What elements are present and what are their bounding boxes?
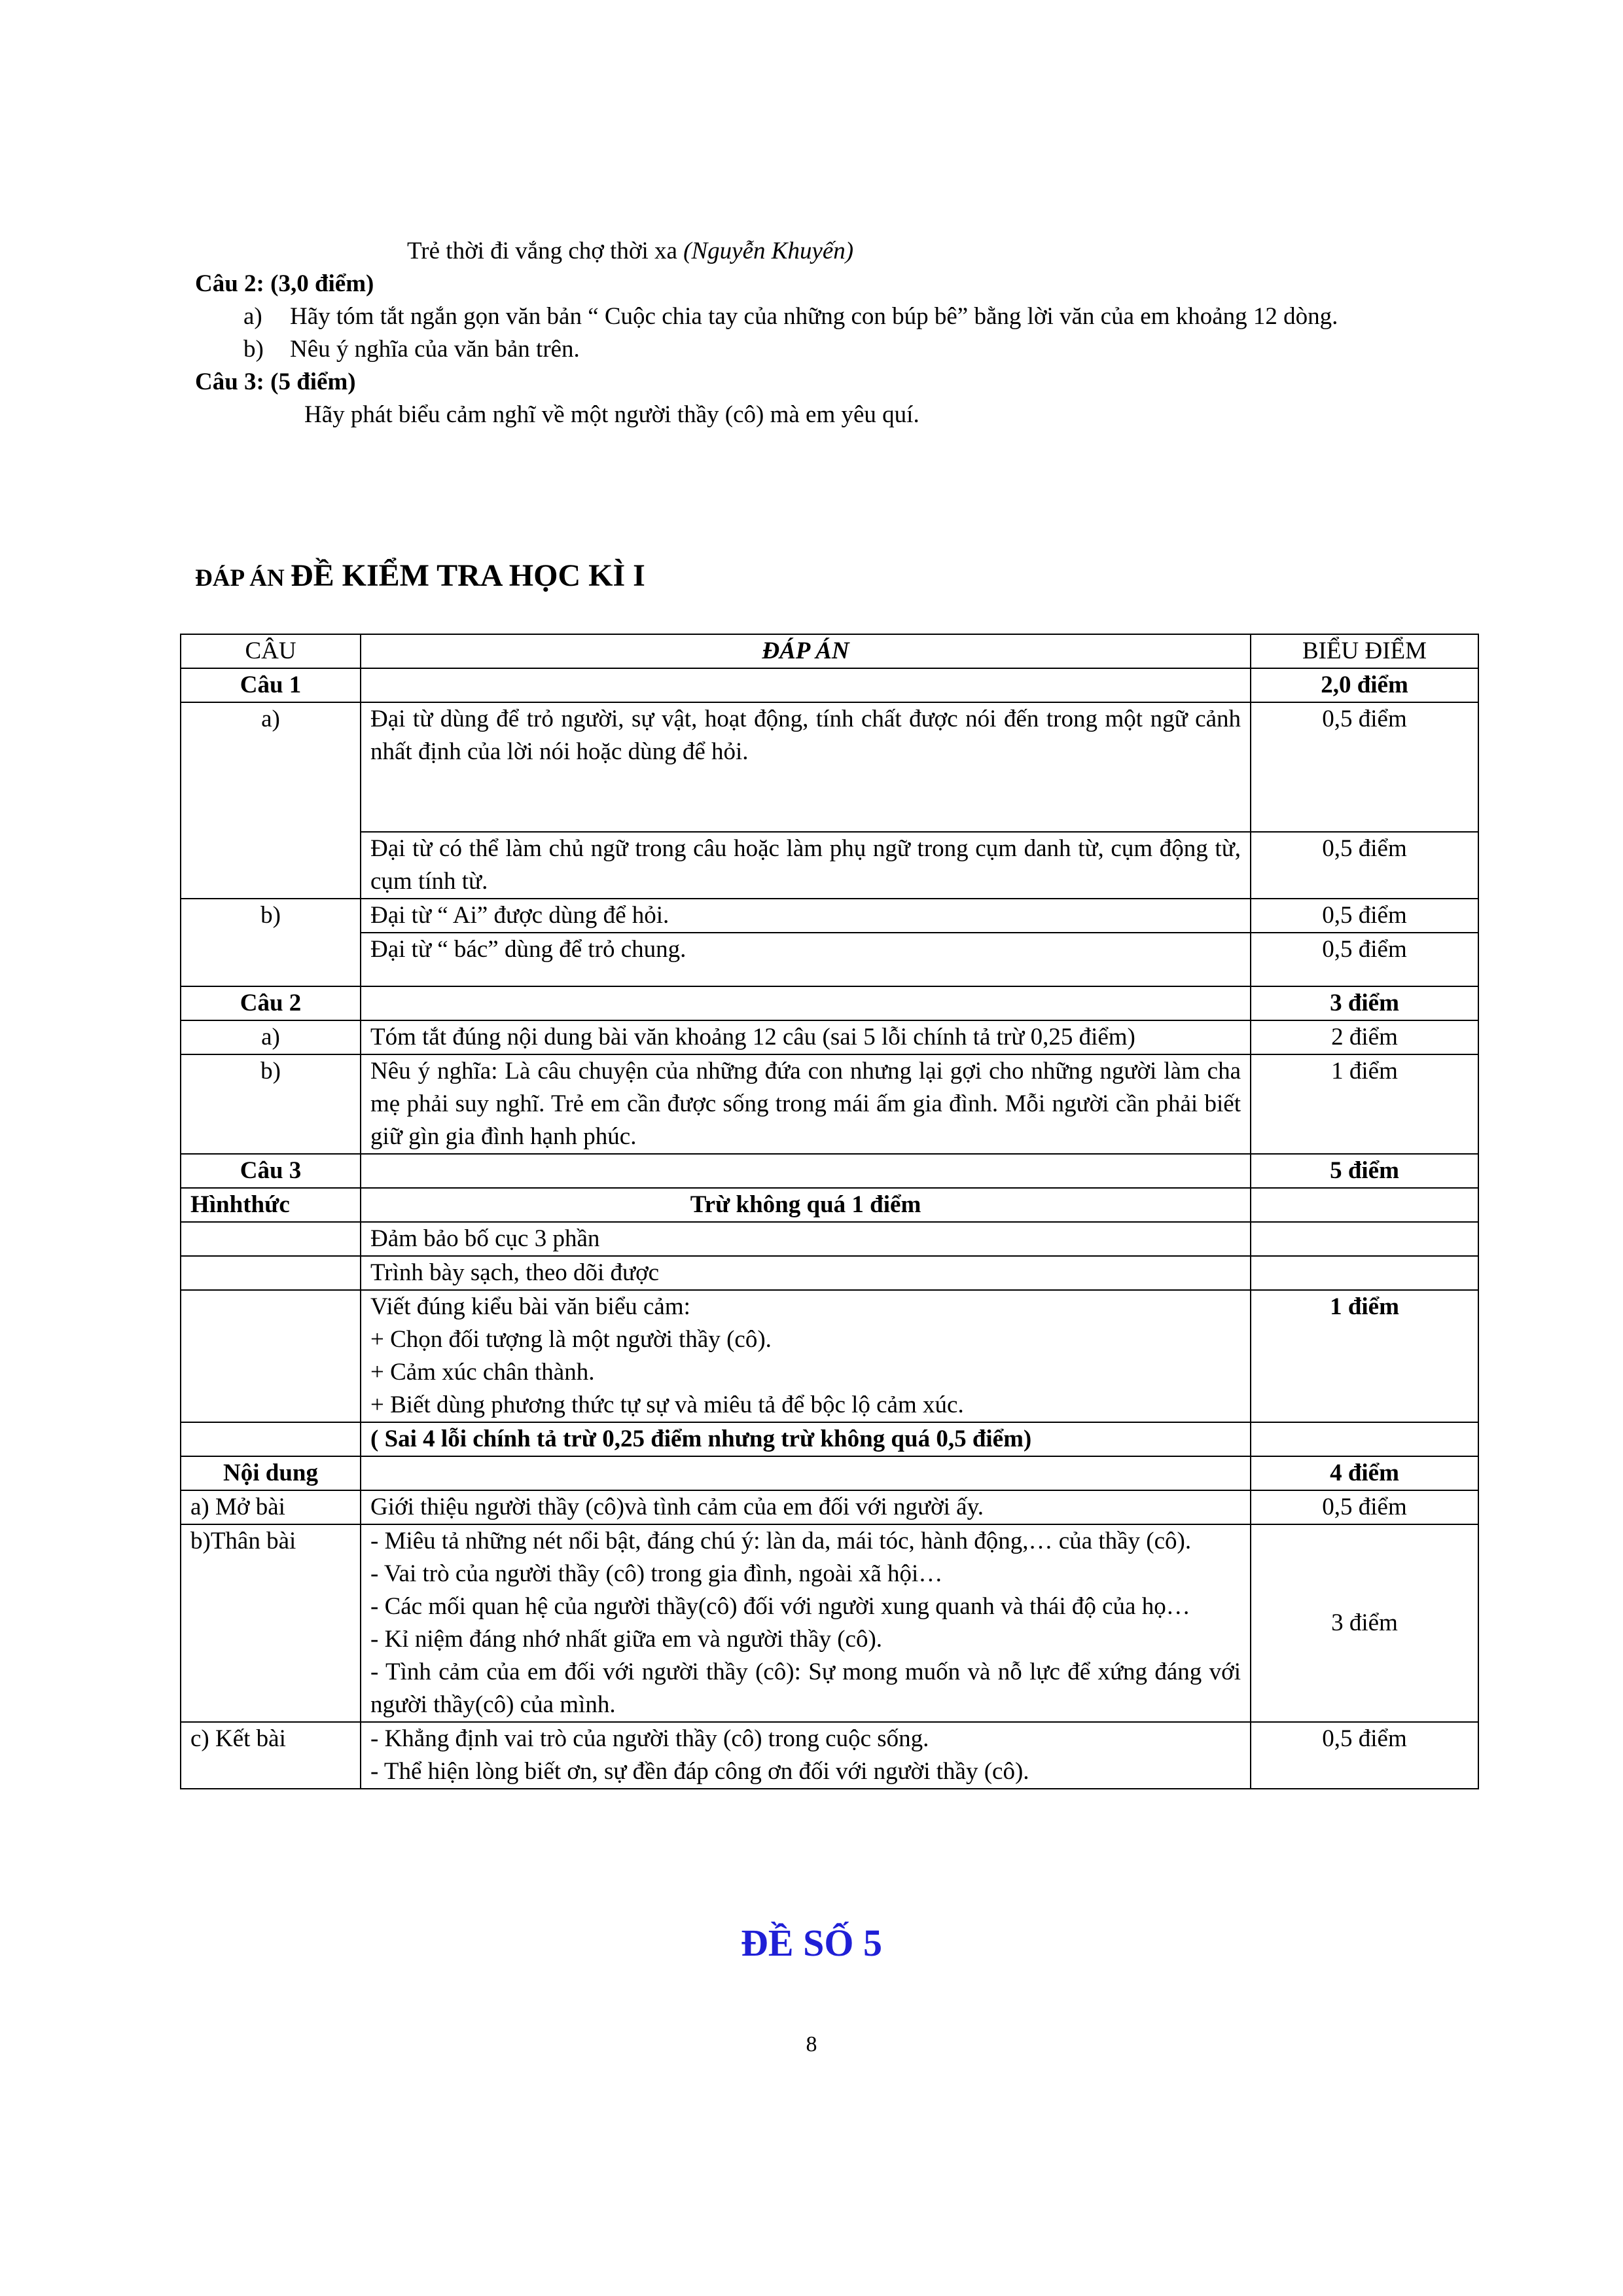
body-score: 3 điểm bbox=[1251, 1524, 1478, 1722]
spelling-note: ( Sai 4 lỗi chính tả trừ 0,25 điểm nhưng trừ không quá 0,5 điểm) bbox=[361, 1422, 1251, 1456]
table-header-row bbox=[181, 634, 1478, 668]
conclusion-items bbox=[361, 1722, 1251, 1789]
q1-b-label: b) bbox=[181, 899, 361, 986]
conclusion-score: 0,5 điểm bbox=[1251, 1722, 1478, 1789]
q1-a2-text: Đại từ có thể làm chủ ngữ trong câu hoặc làm phụ ngữ trong cụm danh từ, cụm động từ, cụm tính từ. bbox=[361, 832, 1251, 899]
body-label: b)Thân bài bbox=[181, 1524, 361, 1722]
empty-cell bbox=[181, 1222, 361, 1256]
poem-text: Trẻ thời đi vắng chợ thời xa bbox=[407, 238, 677, 264]
table-row bbox=[181, 1290, 1478, 1422]
q1-score: 2,0 điểm bbox=[1251, 668, 1478, 702]
body-item: - Miêu tả những nét nổi bật, đáng chú ý: làn da, mái tóc, hành động,… của thầy (cô). bbox=[370, 1528, 1192, 1554]
q1-a1-text: Đại từ dùng để trỏ người, sự vật, hoạt động, tính chất được nói đến trong một ngữ cảnh nhất định của lời nói hoặc dùng để hỏi. bbox=[361, 702, 1251, 832]
table-row bbox=[181, 1054, 1478, 1154]
form-text: Trừ không quá 1 điểm bbox=[361, 1188, 1251, 1222]
conclusion-item: - Khẳng định vai trò của người thầy (cô) trong cuộc sống. bbox=[370, 1725, 929, 1752]
question-3-text: Hãy phát biểu cảm nghĩ về một người thầy (cô) mà em yêu quí. bbox=[304, 401, 919, 428]
q1-label: Câu 1 bbox=[181, 668, 361, 702]
answer-title-small: ĐÁP ÁN bbox=[195, 565, 285, 592]
table-row bbox=[181, 1020, 1478, 1054]
poem-author: (Nguyễn Khuyến) bbox=[683, 238, 854, 264]
header-score: BIỂU ĐIỂM bbox=[1251, 634, 1478, 668]
intro-score: 0,5 điểm bbox=[1251, 1490, 1478, 1524]
q1-a-label: a) bbox=[181, 702, 361, 899]
q2-empty bbox=[361, 986, 1251, 1020]
content-label: Nội dung bbox=[181, 1456, 361, 1490]
question-2b-text: Nêu ý nghĩa của văn bản trên. bbox=[290, 336, 580, 363]
table-row bbox=[181, 702, 1478, 832]
header-answer: ĐÁP ÁN bbox=[361, 634, 1251, 668]
content-score: 4 điểm bbox=[1251, 1456, 1478, 1490]
q1-b1-text: Đại từ “ Ai” được dùng để hỏi. bbox=[361, 899, 1251, 933]
body-item: - Vai trò của người thầy (cô) trong gia đình, ngoài xã hội… bbox=[370, 1560, 943, 1587]
question-2a-marker: a) bbox=[243, 303, 262, 330]
conclusion-label: c) Kết bài bbox=[181, 1722, 361, 1789]
table-row bbox=[181, 1490, 1478, 1524]
table-row bbox=[181, 832, 1478, 899]
form-item-2: Trình bày sạch, theo dõi được bbox=[361, 1256, 1251, 1290]
q2-a-label: a) bbox=[181, 1020, 361, 1054]
table-row bbox=[181, 1256, 1478, 1290]
empty-cell bbox=[181, 1290, 361, 1422]
intro-label: a) Mở bài bbox=[181, 1490, 361, 1524]
form-item-3-line: + Cảm xúc chân thành. bbox=[370, 1359, 595, 1386]
q1-b1-score: 0,5 điểm bbox=[1251, 899, 1478, 933]
form-item-3 bbox=[361, 1290, 1251, 1422]
table-row bbox=[181, 1222, 1478, 1256]
form-item-1: Đảm bảo bố cục 3 phần bbox=[361, 1222, 1251, 1256]
body-item: - Kỉ niệm đáng nhớ nhất giữa em và người thầy (cô). bbox=[370, 1626, 883, 1653]
empty-cell bbox=[181, 1256, 361, 1290]
form-score-empty bbox=[1251, 1188, 1478, 1222]
body-item: - Tình cảm của em đối với người thầy (cô): Sự mong muốn và nỗ lực để xứng đáng với người thầy(cô) của mình. bbox=[370, 1659, 1241, 1718]
table-row bbox=[181, 1722, 1478, 1789]
empty-cell bbox=[1251, 1422, 1478, 1456]
q1-a1-score: 0,5 điểm bbox=[1251, 702, 1478, 832]
question-2b-marker: b) bbox=[243, 336, 264, 363]
q2-b-text: Nêu ý nghĩa: Là câu chuyện của những đứa con nhưng lại gợi cho những người làm cha mẹ phải suy nghĩ. Trẻ em cần được sống trong mái ấm gia đình. Mỗi người cần phải biết giữ gìn gia đình hạnh phúc. bbox=[361, 1054, 1251, 1154]
question-3-heading: Câu 3: (5 điểm) bbox=[195, 368, 356, 395]
q3-empty bbox=[361, 1154, 1251, 1188]
q3-label: Câu 3 bbox=[181, 1154, 361, 1188]
table-row bbox=[181, 1422, 1478, 1456]
table-row bbox=[181, 668, 1478, 702]
form-item-3-line: Viết đúng kiểu bài văn biểu cảm: bbox=[370, 1293, 690, 1320]
empty-cell bbox=[361, 1456, 1251, 1490]
form-item-3-line: + Chọn đối tượng là một người thầy (cô). bbox=[370, 1326, 772, 1353]
empty-cell bbox=[181, 1422, 361, 1456]
body-items bbox=[361, 1524, 1251, 1722]
table-row bbox=[181, 933, 1478, 986]
q1-b2-score: 0,5 điểm bbox=[1251, 933, 1478, 986]
body-item: - Các mối quan hệ của người thầy(cô) đối với người xung quanh và thái độ của họ… bbox=[370, 1593, 1190, 1620]
answer-title bbox=[195, 558, 645, 594]
form-item-3-line: + Biết dùng phương thức tự sự và miêu tả để bộc lộ cảm xúc. bbox=[370, 1391, 964, 1418]
table-row bbox=[181, 1456, 1478, 1490]
empty-cell bbox=[1251, 1256, 1478, 1290]
q1-empty bbox=[361, 668, 1251, 702]
answer-table bbox=[180, 634, 1479, 1789]
page-number: 8 bbox=[806, 2032, 817, 2056]
form-label: Hìnhthức bbox=[181, 1188, 361, 1222]
table-row bbox=[181, 1524, 1478, 1722]
q1-b2-text: Đại từ “ bác” dùng để trỏ chung. bbox=[361, 933, 1251, 986]
answer-title-large: ĐỀ KIỂM TRA HỌC KÌ I bbox=[290, 558, 645, 593]
q2-score: 3 điểm bbox=[1251, 986, 1478, 1020]
next-section-title: ĐỀ SỐ 5 bbox=[741, 1922, 882, 1964]
conclusion-item: - Thể hiện lòng biết ơn, sự đền đáp công ơn đối với người thầy (cô). bbox=[370, 1758, 1029, 1785]
q2-a-score: 2 điểm bbox=[1251, 1020, 1478, 1054]
table-row bbox=[181, 1154, 1478, 1188]
empty-cell bbox=[1251, 1222, 1478, 1256]
table-row bbox=[181, 986, 1478, 1020]
poem-line bbox=[407, 237, 853, 265]
table-row bbox=[181, 1188, 1478, 1222]
header-question: CÂU bbox=[181, 634, 361, 668]
table-row bbox=[181, 899, 1478, 933]
q3-score: 5 điểm bbox=[1251, 1154, 1478, 1188]
q2-b-label: b) bbox=[181, 1054, 361, 1154]
form-item-3-score: 1 điểm bbox=[1251, 1290, 1478, 1422]
intro-text: Giới thiệu người thầy (cô)và tình cảm của em đối với người ấy. bbox=[361, 1490, 1251, 1524]
q2-a-text: Tóm tắt đúng nội dung bài văn khoảng 12 câu (sai 5 lỗi chính tả trừ 0,25 điểm) bbox=[361, 1020, 1251, 1054]
question-2a-text: Hãy tóm tắt ngắn gọn văn bản “ Cuộc chia tay của những con búp bê” bằng lời văn của em khoảng 12 dòng. bbox=[290, 303, 1338, 330]
q1-a2-score: 0,5 điểm bbox=[1251, 832, 1478, 899]
q2-b-score: 1 điểm bbox=[1251, 1054, 1478, 1154]
q2-label: Câu 2 bbox=[181, 986, 361, 1020]
question-2-heading: Câu 2: (3,0 điểm) bbox=[195, 270, 374, 297]
